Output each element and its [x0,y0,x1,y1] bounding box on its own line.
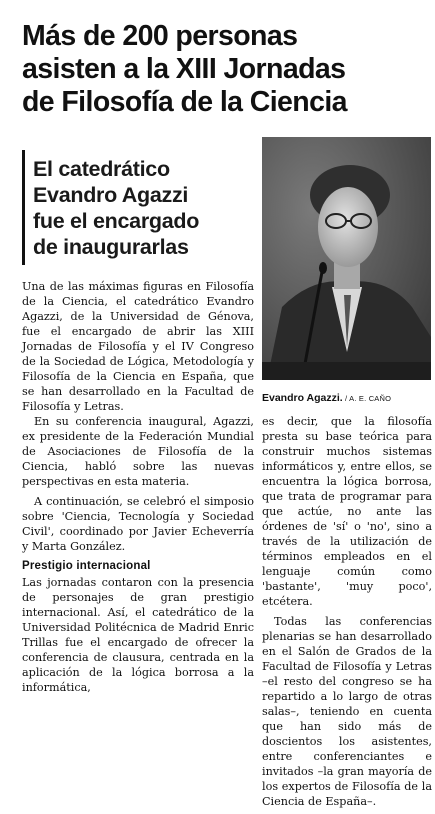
paragraph-logic: es decir, que la filosofía presta su base teórica para construir muchos sistemas informáticos y, entre ellos, se encuentra la lógica borrosa, que trata de programar para que actúe, no ante las órdenes de 'sí' o 'no', sino a través de la utilización de términos empleados en el lenguaje común como 'bastante', 'muy poco', etcétera. [262,415,432,608]
subhead: El catedrático Evandro Agazzi fue el encargado de inaugurarlas [33,157,200,259]
column-1-top [22,279,254,419]
speaker-photo [262,137,431,380]
headline: Más de 200 personas asisten a la XIII Jornadas de Filosofía de la Ciencia [22,20,347,118]
paragraph-plenary: Todas las conferencias plenarias se han desarrollado en el Salón de Grados de la Facultad de Filosofía y Letras –el resto del congreso se ha repartido a lo largo de otras salas–, teniendo en cuenta que han sido más de doscientos los asistentes, entre conferenciantes e invitados –la gran mayoría de los expertos de Filosofía de la Ciencia de España–. [262,615,432,808]
paragraph-conference: En su conferencia inaugural, Agazzi, ex presidente de la Federación Mundial de Asociaciones de Filosofía de la Ciencia, habló sobre las nuevas perspectivas en esta materia. [22,415,254,488]
column-2 [262,414,432,814]
subhead-rule [22,150,25,265]
column-1-bottom [22,414,254,700]
paragraph-prestige: Las jornadas contaron con la presencia de personajes de gran prestigio internacional. Así, el catedrático de la Universidad Politécnica de Madrid Enric Trillas fue el encargado de ofrecer la conferencia de clausura, centrada en la aplicación de la lógica borrosa a la informática, [22,576,254,694]
section-title: Prestigio internacional [22,560,151,572]
photo-image [262,137,431,380]
paragraph-intro: Una de las máximas figuras en Filosofía de la Ciencia, el catedrático Evandro Agazzi, de la Universidad de Génova, fue el encargado de abrir las XIII Jornadas de Filosofía y el IV Congreso de la Sociedad de Lógica, Metodología y Filosofía de la Ciencia en España, que se han desarrollado en la Facultad de Filosofía y Letras. [22,280,254,413]
paragraph-symposium: A continuación, se celebró el simposio sobre 'Ciencia, Tecnología y Sociedad Civil', coordinado por Javier Echeverría y Marta González. [22,495,254,553]
photo-caption [262,392,432,405]
caption-name: Evandro Agazzi. [262,392,343,404]
caption-credit: / A. E. CAÑO [342,394,392,403]
